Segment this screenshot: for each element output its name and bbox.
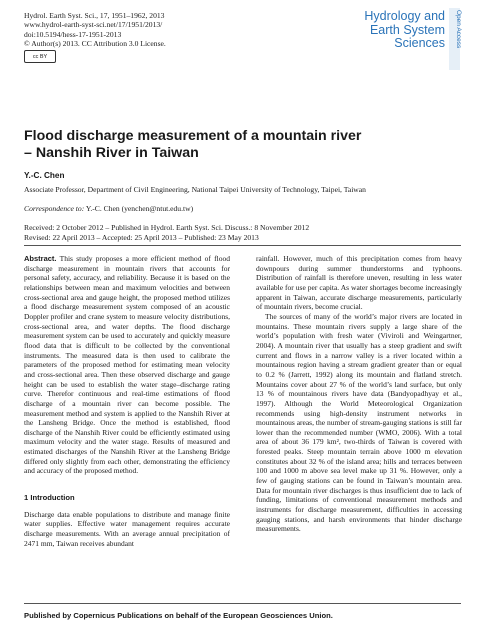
correspondence-label: Correspondence to: (24, 204, 85, 213)
divider (24, 603, 461, 604)
divider (24, 245, 461, 246)
publisher-footer: Published by Copernicus Publications on behalf of the European Geosciences Union. (24, 611, 333, 620)
citation-url[interactable]: www.hydrol-earth-syst-sci.net/17/1951/2013/ (24, 20, 163, 30)
right-column (256, 254, 462, 534)
abstract (24, 254, 230, 476)
dates-line: Received: 2 October 2012 – Published in Hydrol. Earth Syst. Sci. Discuss.: 8 November 2012 (24, 223, 310, 232)
journal-line: Sciences (394, 36, 445, 50)
left-column (24, 254, 230, 548)
journal-line: Hydrology and (364, 9, 445, 23)
journal-logo (364, 10, 445, 51)
author-name: Y.-C. Chen (24, 171, 65, 180)
title-line: Flood discharge measurement of a mountain river (24, 128, 362, 144)
author-affiliation: Associate Professor, Department of Civil Engineering, National Taipei University of Technology, Taipei, Taiwan (24, 185, 366, 194)
open-access-label: Open Access (455, 10, 462, 49)
body-paragraph: rainfall. However, much of this precipitation comes from heavy downpours during summer thunderstorms and typhoons. Distribution of rainfall is therefore uneven, resulting in less water available for use per capita. As water shortages become increasingly apparent in Taiwan, accurate discharge measurements, particularly of mountain rivers, become crucial. (256, 254, 462, 312)
intro-paragraph: Discharge data enable populations to distribute and manage finite water supplies. Effective water management requires accurate discharge measurements. With an average annual precipitation of 2471 mm, Taiwan receives abundant (24, 509, 230, 548)
journal-line: Earth System (369, 22, 445, 37)
abstract-text: This study proposes a more efficient method of flood discharge measurement in mountain rivers that accounts for personal safety, accuracy, and reliability. Because it is based on the relationships between mean and maximum velocities and between cross-sectional area and gauge height, the proposed method utilizes a flood discharge measurement system composed of an acoustic Doppler profiler and crane system to measure velocity distributions, cross-sectional area, and water depths. The flood discharge measurement system can be used to accurately and quickly measure flood data that is difficult to be collected by the conventional instruments. The measured data is then used to calibrate the parameters of the proposed method for estimating mean velocity and cross-sectional area. Then these observed discharge and gauge height can be used to establish the water stage–discharge rating curve. Therefor continuous and real-time estimations of flood discharge of a mountain river can become possible. The measurement method and system is applied to the Nanshih River at the Lansheng Bridge. Once the method is established, flood discharge of the Nanshih River could be efficiently estimated using maximum velocity and the water stage. Results of measured and estimated discharges of the Nanshih River at the Lansheng Bridge differed only slightly from each other, demonstrating the efficiency and accuracy of the proposed method. (24, 254, 230, 476)
body-paragraph: The sources of many of the world’s major rivers are located in mountains. These mountain rivers supply a large share of the world’s population with fresh water (Viviroli and Weingartner, 2004). A mountain river that usually has a steep gradient and swift current and flows in a narrow valley is a river located within a mountainous region having a stream gradient greater than or equal to 0.2 % (Jarrett, 1992) along its mountain and flatland stretch. Mountains cover about 27 % of the world’s land surface, but only 13 % of mountainous rivers have data (Bandyopadhyay et al., 1997). Although the World Meteorological Organization recommends using high-density instrument networks in mountainous areas, the number of stream-gauging stations is still far lower than the recommended number (WMO, 2006). With a total area of about 36 179 km², two-thirds of Taiwan is covered with forested peaks. Steep mountain terrain above 1000 m elevation constitutes about 32 % of the island area; hills and terraces between 100 and 1000 m above sea level make up 31 %. However, only a few of gauging stations can be found in Taiwan’s mountain area. Data for mountain river discharges is thus insufficient due to lack of funding, limitations of conventional measurement methods and instruments for discharge measurement, difficulties in accessing gauging stations, and harsh environments that hinder discharge measurements. (256, 311, 462, 534)
publication-dates (24, 223, 309, 242)
citation-doi[interactable]: doi:10.5194/hess-17-1951-2013 (24, 29, 122, 39)
title-line: – Nanshih River in Taiwan (24, 145, 199, 161)
correspondence (24, 204, 193, 213)
paper-title (24, 128, 464, 162)
section-heading: 1 Introduction (24, 493, 75, 503)
cc-by-icon: cc BY (24, 50, 56, 63)
citation-license: © Author(s) 2013. CC Attribution 3.0 License. (24, 38, 166, 48)
abstract-label: Abstract. (24, 254, 57, 263)
correspondence-contact[interactable]: Y.-C. Chen (yenchen@ntut.edu.tw) (84, 204, 194, 213)
citation-line: Hydrol. Earth Syst. Sci., 17, 1951–1962, 2013 (24, 11, 165, 20)
citation-header (24, 11, 166, 48)
dates-line: Revised: 22 April 2013 – Accepted: 25 April 2013 – Published: 23 May 2013 (24, 232, 259, 242)
